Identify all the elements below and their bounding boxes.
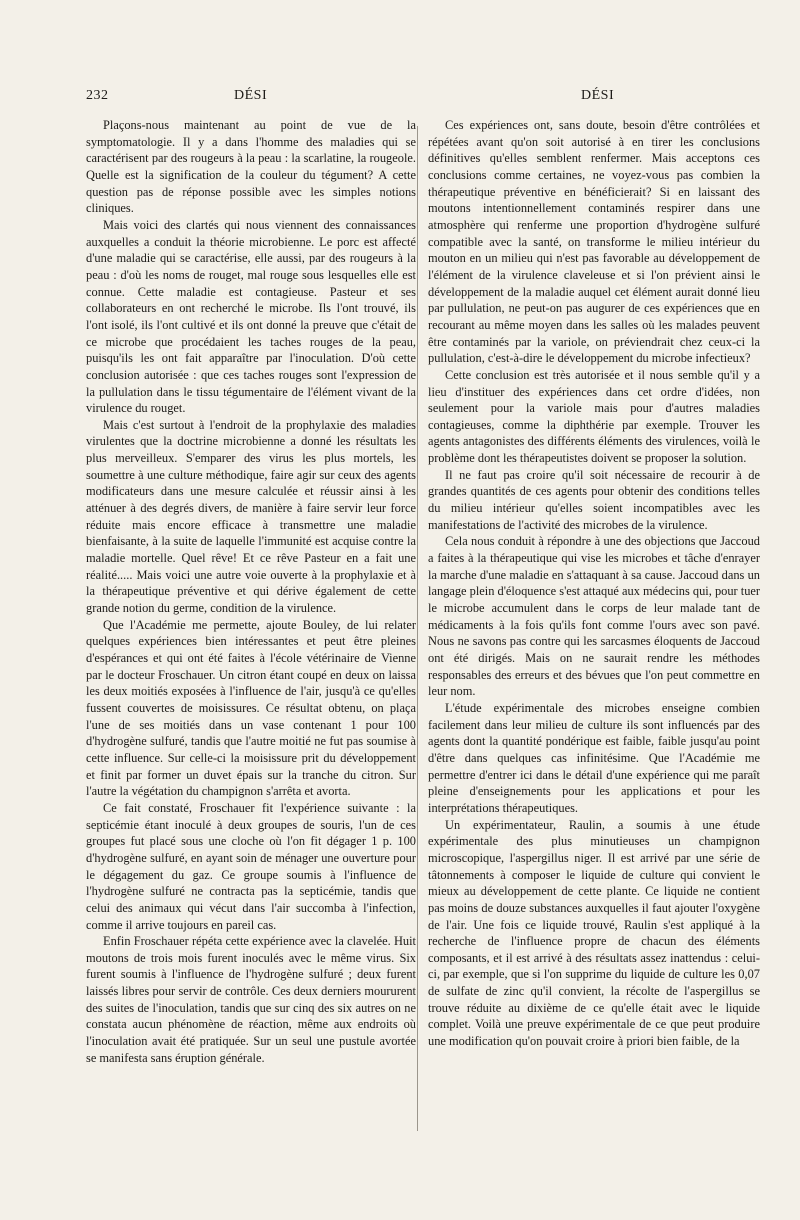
paragraph: Plaçons-nous maintenant au point de vue de la symptomatologie. Il y a dans l'homme des maladies qui se caractérisent par des rougeurs à la peau : la scarlatine, la rougeole. Quelle est la signification de la couleur du tégument? A cette question pas de réponse possible avec les simples notions cliniques. xyxy=(86,118,416,216)
left-running-title: DÉSI xyxy=(234,88,268,103)
paragraph: L'étude expérimentale des microbes enseigne combien facilement dans leur milieu de culture ils sont influencés par des agents dont la quantité pondérique est faible, faible jusqu'au point d'être dans quelques cas infinitésime. Que l'Académie me permettre d'entrer ici dans le détail d'une expérience qui me paraît pleine d'enseignements pour les applications et pour les interprétations thérapeutiques. xyxy=(428,700,760,815)
paragraph: Mais voici des clartés qui nous viennent des connaissances auxquelles a conduit la théorie microbienne. Le porc est affecté d'une maladie qui se caractérise, elle aussi, par des rougeurs à la peau : d'où les noms de rouget, mal rouge sous lesquelles elle est connue. Cette maladie est contagieuse. Pasteur et ses collaborateurs en ont recherché le microbe. Ils l'ont trouvé, ils l'ont isolé, ils l'ont cultivé et ils ont donné la preuve que c'était de ce microbe que procédaient les taches rouges de la peau, puisqu'ils les ont fait apparaître par l'inoculation. D'où cette conclusion autorisée : que ces taches rouges sont l'expression de la pullulation dans le tissu tégumentaire de l'élément vivant de la virulence du rouget. xyxy=(86,217,416,416)
paragraph: Que l'Académie me permette, ajoute Bouley, de lui relater quelques expériences bien intéressantes et peut être pleines d'espérances et qui ont été faites à l'école vétérinaire de Vienne par le docteur Froschauer. Un citron étant coupé en deux on laissa les deux moitiés exposées à l'influence de l'air, jusqu'à ce qu'elles fussent couvertes de moisissures. Ce résultat obtenu, on plaça l'une de ses moitiés dans un vase contenant 1 pour 100 d'hydrogène sulfuré, tandis que l'autre moitié ne fut pas soumise à cette influence. Sur celle-ci la moisissure prit du développement et finit par former un duvet épais sur la tranche du citron. Sur l'autre la végétation du champignon s'arrêta et avorta. xyxy=(86,617,416,799)
paragraph: Mais c'est surtout à l'endroit de la prophylaxie des maladies virulentes que la doctrine microbienne a donné les résultats les plus merveilleux. S'emparer des virus les plus mortels, les soumettre à une culture méthodique, faire agir sur ceux des agents modificateurs dans une mesure calculée et réussir ainsi à les atténuer à des degrés divers, de manière à faire servir leur force réduite mais encore efficace à transmettre une maladie bienfaisante, à la suite de laquelle l'immunité est acquise contre la maladie mortelle. Quel rêve! Et ce rêve Pasteur en a fait une réalité..... Mais voici une autre voie ouverte à la prophylaxie et à la thérapeutique préventive et qui dérive également de cette grande notion du germe, condition de la virulence. xyxy=(86,417,416,616)
column-divider xyxy=(417,126,418,1131)
paragraph: Ce fait constaté, Froschauer fit l'expérience suivante : la septicémie étant inoculé à deux groupes de souris, l'un de ces groupes fut placé sous une cloche où l'on fit dégager 1 p. 100 d'hydrogène sulfuré, en ayant soin de ménager une ouverture pour le dégagement du gaz. Ce groupe soumis à l'influence de l'hydrogène sulfuré ne contracta pas la septicémie, tandis que celui des animaux qui vécut dans l'air succomba à l'infection, comme il arrive toujours en pareil cas. xyxy=(86,800,416,932)
left-text-column xyxy=(86,117,416,1066)
paragraph: Ces expériences ont, sans doute, besoin d'être contrôlées et répétées avant qu'on soit autorisé à en tirer les conclusions définitives qu'elles semblent renfermer. Mais acceptons ces conclusions comme certaines, ne voyez-vous pas combien la thérapeutique préventive en bénéficierait? Si en laissant des moutons intentionnellement contaminés respirer dans une atmosphère qui renferme une proportion d'hydrogène sulfuré compatible avec la santé, on transforme le milieu intérieur du mouton en un milieu qui n'est pas favorable au développement de l'élément de la virulence claveleuse et si l'on prévient ainsi le développement de la maladie auquel cet élément aurait donné lieu par pullulation, ne peut-on pas augurer de ces expériences que en recourant au même moyen dans les salles où les malades peuvent être contaminés par la variole, on préviendrait chez ceux-ci la pullulation, c'est-à-dire le développement du microbe infectieux? xyxy=(428,118,760,366)
paragraph: Enfin Froschauer répéta cette expérience avec la clavelée. Huit moutons de trois mois furent inoculés avec le même virus. Six furent soumis à l'influence de l'hydrogène sulfuré ; deux furent laissés libres pour servir de contrôle. Ces deux derniers moururent des suites de l'inoculation, tandis que sur cinq des six autres on ne constata aucun phénomène de réaction, même aux endroits où l'inoculation avait été pratiquée. Sur un seul une pustule avortée se manifesta sans éruption générale. xyxy=(86,934,416,1065)
running-header xyxy=(86,88,760,110)
right-text-column xyxy=(428,117,760,1050)
page-number: 232 xyxy=(86,88,109,103)
paragraph: Cela nous conduit à répondre à une des objections que Jaccoud a faites à la thérapeutique qui vise les microbes et tâche d'enrayer la marche d'une maladie en s'attaquant à sa cause. Jaccoud dans un langage plein d'éloquence s'est attaqué aux médecins qui, pour tuer le microbe accumulent dans le corps de leur malade tant de médicaments à la fois qu'ils font comme l'ours avec son pavé. Nous ne savons pas contre qui les sarcasmes éloquents de Jaccoud ont été dirigés. Mais on ne saurait rendre les méthodes responsables des erreurs et des bévues que l'on peut commettre en leur nom. xyxy=(428,534,761,699)
right-running-title: DÉSI xyxy=(581,88,615,103)
paragraph: Il ne faut pas croire qu'il soit nécessaire de recourir à de grandes quantités de ces agents pour obtenir des conditions telles du milieu intérieur qu'elles soient incompatibles avec les manifestations de l'activité des microbes de la virulence. xyxy=(428,467,760,532)
paragraph: Un expérimentateur, Raulin, a soumis à une étude expérimentale des plus minutieuses un champignon microscopique, l'aspergillus niger. Il est arrivé par une série de tâtonnements à composer le liquide de culture qui convient le mieux au développement de cette plante. Ce liquide ne contient pas moins de douze substances auxquelles il faut ajouter l'oxygène de l'air. Une fois ce liquide trouvé, Raulin s'est appliqué à la recherche de l'influence propre de chacun des éléments composants, et il est arrivé à des résultats assez inattendus : celui-ci, par exemple, que si l'on supprime du liquide de culture les 0,07 de sulfate de zinc qu'il convient, la récolte de l'aspergillus se trouve réduite au dixième de ce qu'elle était avec le liquide complet. Voilà une preuve expérimentale de ce que peut produire une modification qu'on pouvait croire à priori bien faible, de la xyxy=(428,817,760,1049)
paragraph: Cette conclusion est très autorisée et il nous semble qu'il y a lieu d'instituer des expériences dans cet ordre d'idées, non seulement pour la variole mais pour d'autres maladies contagieuses, comme la diphthérie par exemple. Trouver les agents antagonistes des différents éléments des virulences, voilà le problème dont les thérapeutistes doivent se proposer la solution. xyxy=(428,367,760,466)
